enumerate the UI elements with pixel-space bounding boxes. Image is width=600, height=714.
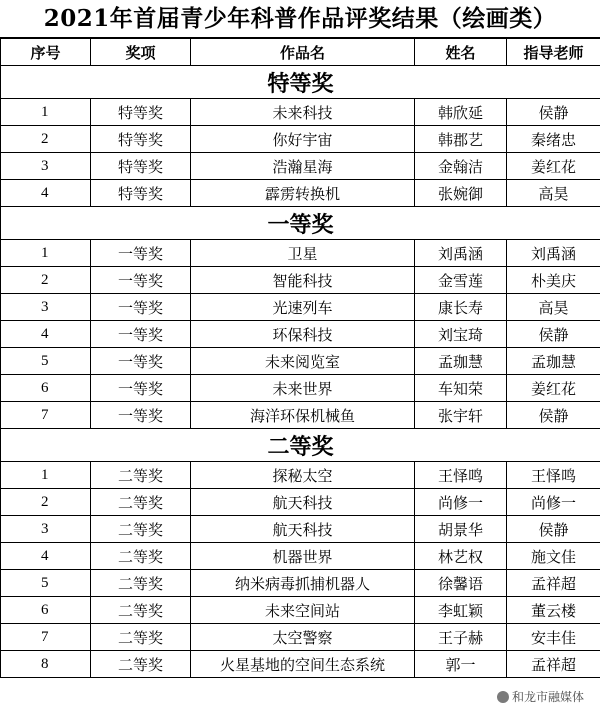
cell-name: 金翰洁 [415, 153, 507, 180]
cell-index: 1 [1, 240, 91, 267]
section-heading: 一等奖 [1, 207, 600, 240]
cell-teacher: 董云楼 [507, 597, 600, 624]
cell-name: 胡景华 [415, 516, 507, 543]
wechat-icon [497, 691, 509, 703]
cell-name: 刘宝琦 [415, 321, 507, 348]
cell-award: 一等奖 [91, 348, 191, 375]
results-table [0, 38, 600, 678]
cell-index: 8 [1, 651, 91, 678]
cell-teacher: 秦绪忠 [507, 126, 600, 153]
cell-award: 一等奖 [91, 267, 191, 294]
cell-index: 3 [1, 294, 91, 321]
cell-work: 太空警察 [191, 624, 415, 651]
cell-index: 2 [1, 489, 91, 516]
cell-teacher: 孟祥超 [507, 651, 600, 678]
cell-index: 1 [1, 99, 91, 126]
table-row [1, 375, 600, 402]
header-index: 序号 [1, 39, 91, 66]
header-award: 奖项 [91, 39, 191, 66]
cell-index: 6 [1, 597, 91, 624]
cell-work: 探秘太空 [191, 462, 415, 489]
cell-work: 未来世界 [191, 375, 415, 402]
cell-work: 未来阅览室 [191, 348, 415, 375]
cell-award: 一等奖 [91, 375, 191, 402]
cell-teacher: 侯静 [507, 402, 600, 429]
cell-index: 2 [1, 267, 91, 294]
table-row [1, 348, 600, 375]
cell-index: 7 [1, 402, 91, 429]
cell-award: 二等奖 [91, 624, 191, 651]
cell-teacher: 施文佳 [507, 543, 600, 570]
cell-teacher: 王怿鸣 [507, 462, 600, 489]
cell-teacher: 安丰佳 [507, 624, 600, 651]
cell-work: 环保科技 [191, 321, 415, 348]
header-teacher: 指导老师 [507, 39, 600, 66]
cell-work: 浩瀚星海 [191, 153, 415, 180]
cell-index: 4 [1, 543, 91, 570]
cell-work: 智能科技 [191, 267, 415, 294]
cell-work: 海洋环保机械鱼 [191, 402, 415, 429]
cell-name: 刘禹涵 [415, 240, 507, 267]
cell-work: 霹雳转换机 [191, 180, 415, 207]
cell-award: 一等奖 [91, 402, 191, 429]
section-heading-row [1, 66, 600, 99]
watermark [493, 687, 588, 706]
cell-name: 孟珈慧 [415, 348, 507, 375]
table-row [1, 240, 600, 267]
cell-award: 二等奖 [91, 570, 191, 597]
table-row [1, 624, 600, 651]
cell-work: 航天科技 [191, 489, 415, 516]
cell-award: 一等奖 [91, 294, 191, 321]
cell-award: 一等奖 [91, 240, 191, 267]
cell-award: 特等奖 [91, 180, 191, 207]
cell-work: 未来科技 [191, 99, 415, 126]
cell-name: 王子赫 [415, 624, 507, 651]
cell-teacher: 孟珈慧 [507, 348, 600, 375]
table-row [1, 267, 600, 294]
sheet-title: 2021年首届青少年科普作品评奖结果（绘画类） [0, 0, 600, 38]
table-row [1, 516, 600, 543]
cell-index: 5 [1, 348, 91, 375]
cell-award: 二等奖 [91, 651, 191, 678]
cell-award: 二等奖 [91, 516, 191, 543]
cell-index: 3 [1, 516, 91, 543]
cell-index: 5 [1, 570, 91, 597]
cell-work: 机器世界 [191, 543, 415, 570]
cell-work: 你好宇宙 [191, 126, 415, 153]
cell-award: 特等奖 [91, 126, 191, 153]
table-row [1, 543, 600, 570]
section-heading: 二等奖 [1, 429, 600, 462]
cell-index: 6 [1, 375, 91, 402]
cell-teacher: 姜红花 [507, 153, 600, 180]
cell-teacher: 姜红花 [507, 375, 600, 402]
cell-name: 康长寿 [415, 294, 507, 321]
cell-index: 2 [1, 126, 91, 153]
table-row [1, 570, 600, 597]
cell-index: 7 [1, 624, 91, 651]
cell-name: 韩欣延 [415, 99, 507, 126]
cell-award: 二等奖 [91, 543, 191, 570]
section-heading: 特等奖 [1, 66, 600, 99]
cell-work: 卫星 [191, 240, 415, 267]
results-table-body [1, 39, 600, 678]
cell-teacher: 孟祥超 [507, 570, 600, 597]
cell-teacher: 朴美庆 [507, 267, 600, 294]
cell-name: 郭一 [415, 651, 507, 678]
cell-index: 4 [1, 180, 91, 207]
cell-work: 航天科技 [191, 516, 415, 543]
cell-teacher: 侯静 [507, 321, 600, 348]
cell-work: 纳米病毒抓捕机器人 [191, 570, 415, 597]
table-row [1, 126, 600, 153]
cell-name: 尚修一 [415, 489, 507, 516]
cell-award: 特等奖 [91, 99, 191, 126]
table-row [1, 99, 600, 126]
cell-name: 韩郡艺 [415, 126, 507, 153]
table-row [1, 321, 600, 348]
table-row [1, 402, 600, 429]
cell-work: 光速列车 [191, 294, 415, 321]
section-heading-row [1, 207, 600, 240]
table-row [1, 294, 600, 321]
cell-teacher: 高昊 [507, 294, 600, 321]
table-row [1, 462, 600, 489]
header-name: 姓名 [415, 39, 507, 66]
cell-teacher: 刘禹涵 [507, 240, 600, 267]
cell-award: 二等奖 [91, 489, 191, 516]
table-row [1, 153, 600, 180]
cell-award: 特等奖 [91, 153, 191, 180]
cell-index: 3 [1, 153, 91, 180]
table-row [1, 651, 600, 678]
cell-name: 金雪莲 [415, 267, 507, 294]
header-work: 作品名 [191, 39, 415, 66]
cell-teacher: 侯静 [507, 99, 600, 126]
table-row [1, 597, 600, 624]
cell-name: 张宇轩 [415, 402, 507, 429]
cell-award: 二等奖 [91, 597, 191, 624]
table-row [1, 489, 600, 516]
section-heading-row [1, 429, 600, 462]
cell-teacher: 尚修一 [507, 489, 600, 516]
cell-name: 李虹颖 [415, 597, 507, 624]
watermark-text: 和龙市融媒体 [511, 690, 584, 704]
table-row [1, 180, 600, 207]
cell-name: 车知荣 [415, 375, 507, 402]
cell-name: 林艺权 [415, 543, 507, 570]
cell-name: 王怿鸣 [415, 462, 507, 489]
cell-index: 4 [1, 321, 91, 348]
cell-teacher: 侯静 [507, 516, 600, 543]
cell-award: 一等奖 [91, 321, 191, 348]
cell-work: 火星基地的空间生态系统 [191, 651, 415, 678]
cell-index: 1 [1, 462, 91, 489]
cell-name: 徐馨语 [415, 570, 507, 597]
cell-work: 未来空间站 [191, 597, 415, 624]
cell-award: 二等奖 [91, 462, 191, 489]
cell-name: 张婉御 [415, 180, 507, 207]
header-row [1, 39, 600, 66]
cell-teacher: 高昊 [507, 180, 600, 207]
